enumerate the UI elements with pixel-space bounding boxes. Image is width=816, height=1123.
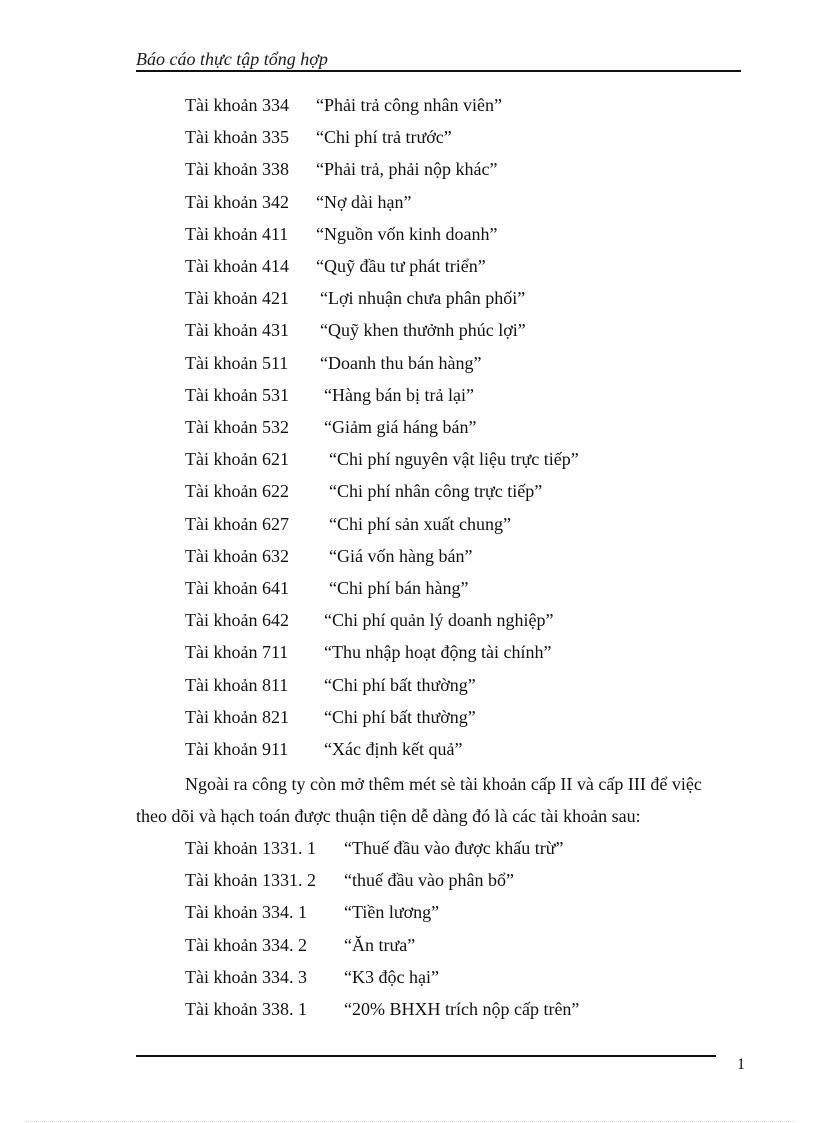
account-number: Tài khoản 431 [185, 320, 289, 341]
account-number: Tài khoản 334. 2 [185, 934, 307, 955]
account-row [185, 836, 564, 860]
account-row [185, 997, 580, 1021]
account-description: “Hàng bán bị trả lại” [324, 384, 474, 405]
account-description: “Chi phí bất thường” [324, 706, 476, 727]
account-number: Tài khoản 642 [185, 610, 289, 631]
account-row [185, 254, 486, 278]
account-description: “Chi phí bất thường” [324, 674, 476, 695]
account-row [185, 157, 498, 181]
account-row [185, 318, 526, 342]
account-row [185, 965, 439, 989]
account-description: “Doanh thu bán hàng” [320, 352, 482, 373]
account-row [185, 900, 440, 924]
account-number: Tài khoản 338 [185, 159, 289, 180]
account-description: “Thuế đầu vào được khấu trừ” [344, 838, 564, 858]
account-number: Tài khoản 421 [185, 288, 289, 309]
account-row [185, 415, 477, 439]
account-number: Tài khoản 1331. 2 [185, 870, 316, 891]
account-number: Tài khoản 342 [185, 191, 289, 212]
account-row [185, 933, 416, 957]
account-number: Tài khoản 621 [185, 449, 289, 470]
account-number: Tài khoản 641 [185, 578, 289, 598]
account-description: “Chi phí sản xuất chung” [329, 513, 511, 534]
account-row [185, 868, 514, 892]
account-description: “Giá vốn hàng bán” [329, 545, 473, 566]
account-description: “Giảm giá háng bán” [324, 417, 477, 437]
account-description: “Quỹ đầu tư phát triển” [316, 256, 486, 276]
footer-divider [136, 1055, 716, 1057]
account-row [185, 286, 526, 310]
account-number: Tài khoản 334 [185, 95, 289, 115]
account-row [185, 479, 543, 503]
account-row [185, 93, 502, 117]
account-row [185, 640, 552, 664]
account-row [185, 576, 469, 600]
account-number: Tài khoản 632 [185, 545, 289, 566]
account-number: Tài khoản 334. 3 [185, 966, 307, 987]
account-description: “Chi phí nhân công trực tiếp” [329, 481, 543, 502]
account-description: “Ăn trưa” [344, 934, 416, 955]
account-description: “Chi phí nguyên vật liệu trực tiếp” [329, 449, 579, 470]
account-description: “Quỹ khen thưởnh phúc lợi” [320, 320, 526, 341]
account-row [185, 383, 474, 407]
account-row [185, 673, 476, 697]
account-number: Tài khoản 338. 1 [185, 999, 307, 1019]
account-number: Tài khoản 711 [185, 642, 289, 663]
account-number: Tài khoản 414 [185, 256, 289, 276]
paragraph-line-1: Ngoài ra công ty còn mở thêm mét sè tài khoản cấp II và cấp III để việc [185, 774, 702, 794]
account-number: Tài khoản 821 [185, 706, 289, 727]
account-description: “K3 độc hại” [344, 966, 439, 987]
account-description: “Phải trả công nhân viên” [316, 95, 502, 115]
account-number: Tài khoản 335 [185, 127, 289, 148]
account-row [185, 190, 412, 214]
account-row [185, 608, 554, 632]
page-edge-divider [25, 1121, 795, 1122]
account-number: Tài khoản 622 [185, 481, 289, 502]
account-number: Tài khoản 411 [185, 223, 289, 244]
account-row [185, 705, 476, 729]
account-description: “thuế đầu vào phân bổ” [344, 870, 514, 891]
account-description: “Tiền lương” [344, 902, 440, 923]
page-header-title: Báo cáo thực tập tổng hợp [136, 49, 328, 69]
account-description: “Phải trả, phải nộp khác” [316, 159, 498, 180]
account-description: “Nguồn vốn kinh doanh” [316, 223, 498, 244]
header-divider [136, 70, 741, 72]
account-row [185, 512, 511, 536]
account-description: “Chi phí quản lý doanh nghiệp” [324, 610, 554, 631]
account-number: Tài khoản 531 [185, 384, 289, 405]
account-number: Tài khoản 511 [185, 352, 289, 373]
account-description: “Nợ dài hạn” [316, 191, 412, 212]
account-number: Tài khoản 911 [185, 739, 289, 759]
account-number: Tài khoản 334. 1 [185, 902, 307, 923]
account-number: Tài khoản 627 [185, 513, 289, 534]
account-row [185, 737, 463, 761]
account-description: “Chi phí bán hàng” [329, 578, 469, 598]
account-row [185, 125, 452, 149]
account-row [185, 222, 498, 246]
account-description: “20% BHXH trích nộp cấp trên” [344, 999, 580, 1019]
account-row [185, 351, 482, 375]
account-number: Tài khoản 532 [185, 417, 289, 437]
account-row [185, 447, 579, 471]
account-number: Tài khoản 811 [185, 674, 289, 695]
account-number: Tài khoản 1331. 1 [185, 838, 316, 858]
account-description: “Thu nhập hoạt động tài chính” [324, 642, 552, 663]
account-row [185, 544, 473, 568]
paragraph-line-2: theo dõi và hạch toán được thuận tiện dễ dàng đó là các tài khoản sau: [136, 806, 641, 826]
page-number: 1 [737, 1056, 745, 1073]
account-description: “Lợi nhuận chưa phân phối” [320, 288, 526, 309]
account-description: “Chi phí trả trước” [316, 127, 452, 148]
account-description: “Xác định kết quả” [324, 739, 463, 759]
